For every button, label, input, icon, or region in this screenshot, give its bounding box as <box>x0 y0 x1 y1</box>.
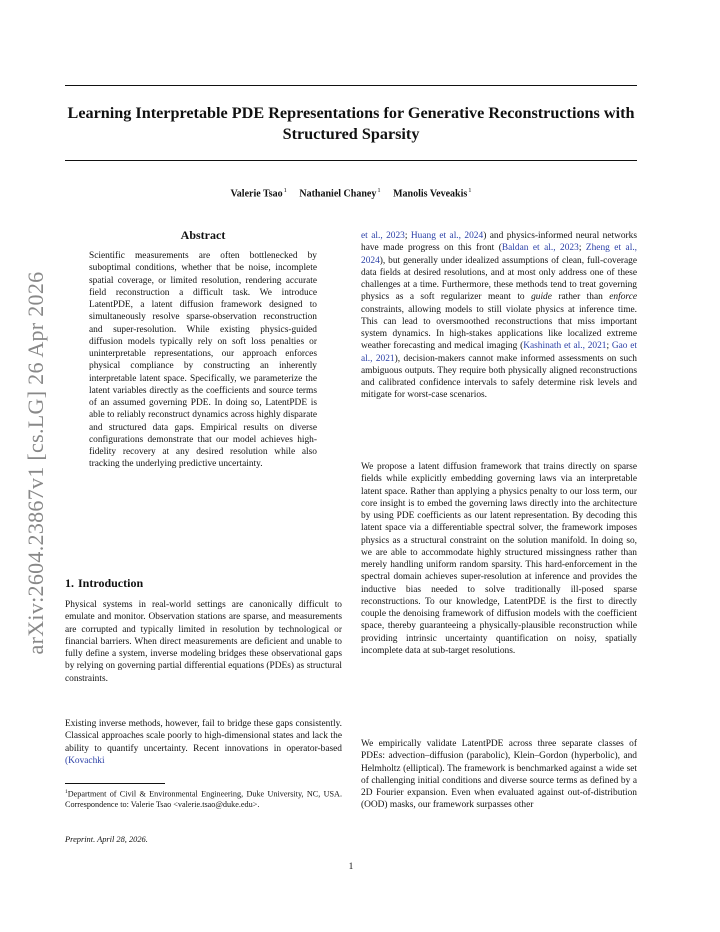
footnote-rule <box>65 783 165 784</box>
affiliation-mark: 1 <box>283 187 287 194</box>
intro-paragraph-4: We propose a latent diffusion framework that trains directly on sparse fields while explicitly embedding governing laws via an interpretable latent space. Rather than applying a physics penalty to our loss term, our core insight is to embed the governing laws directly into the architecture by using PDE coefficients as our latent representation. By decoding this latent space via a differentiable spectral solver, the framework imposes physics as a structural constraint on the solution manifold. In doing so, we are able to accommodate highly structured missingness rather than merely handling uniform random sparsity. This hard-enforcement in the spectral domain achieves super-resolution at inference and provides the inductive bias needed to solve traditionally ill-posed sparse reconstructions. To our knowledge, LatentPDE is the first to directly couple the denoising framework of diffusion models with the coefficient space, thereby guaranteeing a physically-plausible reconstruction while providing intrinsic uncertainty quantification on noisy, spatially incomplete data at sub-target resolutions. <box>361 462 637 656</box>
paragraph-text: ) and physics-informed neural networks have made progress on this front ( <box>361 231 637 254</box>
arxiv-stamp: arXiv:2604.23867v1 [cs.LG] 26 Apr 2026 <box>23 271 48 655</box>
section-title: Introduction <box>78 576 144 590</box>
footnote-mark: 1 <box>65 789 68 795</box>
intro-paragraph-1: Physical systems in real-world settings are canonically difficult to emulate and monitor. Observation stations are sparse, and measurements are corrupted and typically limited in resolution by technological or financial barriers. When direct measurements are deficient and unable to fully define a system, inverse modeling bridges these observational gaps by relying on governing partial differential equations (PDEs) as structural constraints. <box>65 600 342 684</box>
abstract-text: Scientific measurements are often bottlenecked by suboptimal conditions, whether that be noise, incomplete spatial coverage, or limited resolution, rendering accurate field reconstruction a difficult task. We introduce LatentPDE, a latent diffusion framework designed to simultaneously resolve sparse-observation reconstruction and super-resolution. While existing physics-guided diffusion models typically rely on soft loss penalties or uninterpretable representations, our approach enforces physical compliance by constructing an inherently interpretable latent space. Specifically, we parameterize the latent variables directly as the coefficients and source terms of an assumed governing PDE. In doing so, LatentPDE is able to reliably reconstruct dynamics across highly disparate and structured data gaps. Empirical results on diverse configurations demonstrate that our model achieves high-fidelity recovery at any desired resolution while also tracking the underlying predictive uncertainty. <box>89 251 317 470</box>
abstract-heading: Abstract <box>180 228 226 242</box>
author-name: Nathaniel Chaney <box>299 188 377 200</box>
author-list <box>65 187 637 199</box>
paragraph-text: ; <box>404 231 411 241</box>
citation-link[interactable]: Huang et al., 2024 <box>410 231 484 241</box>
paragraph-text: ), decision-makers cannot make informed assessments on such ambiguous outputs. They require both physically aligned reconstructions and calibrated confidence intervals to safely determine risk levels and mitigate for worst-case scenarios. <box>361 353 637 401</box>
intro-paragraph-5: We empirically validate LatentPDE across three separate classes of PDEs: advection–diffusion (parabolic), Klein–Gordon (hyperbolic), and Helmholtz (elliptical). The framework is benchmarked against a wide set of challenging initial conditions and diverse source terms as defined by a 2D Fourier expansion. Even when evaluated against out-of-distribution (OOD) masks, our framework surpasses other <box>361 739 637 811</box>
title-top-rule <box>65 85 637 86</box>
citation-link[interactable]: et al., 2023 <box>361 231 405 241</box>
paragraph-text: ; <box>578 243 586 254</box>
paragraph-text: ), but generally under idealized assumptions of clean, full-coverage data fields at desired resolutions, and at most only address one of these challenges at a time. Furthermore, these methods tend to treat governing physics as a soft regularizer meant to <box>361 255 637 303</box>
citation-link[interactable]: Zheng et al., 2024 <box>361 243 638 266</box>
author-name: Manolis Veveakis <box>393 188 468 200</box>
title-bottom-rule <box>65 160 637 161</box>
footnote-text: Department of Civil & Environmental Engineering, Duke University, NC, USA. Correspondence to: Valerie Tsao <valerie.tsao@duke.edu>. <box>65 789 342 810</box>
paragraph-text: ; <box>606 341 612 352</box>
intro-paragraph-2 <box>65 718 342 767</box>
preprint-date: Preprint. April 28, 2026. <box>65 835 148 844</box>
paragraph-text: constraints, allowing models to still violate physics at inference time. This can lead to oversmoothed reconstructions that miss important system dynamics. In high-stakes applications like localized extreme weather forecasting and medical imaging ( <box>361 304 637 352</box>
paragraph-text: Existing inverse methods, however, fail to bridge these gaps consistently. Classical approaches scale poorly to high-dimensional states and lack the ability to quantify uncertainty. Recent innovations in operator-based <box>65 719 342 754</box>
citation-link[interactable]: Baldan et al., 2023 <box>501 243 579 254</box>
paragraph-text: rather than <box>551 292 610 303</box>
author-name: Valerie Tsao <box>230 188 283 200</box>
affiliation-footnote <box>65 787 342 811</box>
citation-link[interactable]: Gao et al., 2021 <box>361 341 638 364</box>
paper-title: Learning Interpretable PDE Representations for Generative Reconstructions with Structured Sparsity <box>67 104 635 143</box>
page-number: 1 <box>348 862 354 872</box>
affiliation-mark: 1 <box>377 187 381 194</box>
emphasized-text: enforce <box>609 292 638 303</box>
section-number: 1. <box>65 576 74 590</box>
citation-link[interactable]: (Kovachki <box>65 755 105 766</box>
intro-paragraph-3 <box>361 230 637 402</box>
citation-link[interactable]: Kashinath et al., 2021 <box>523 341 607 352</box>
emphasized-text: guide <box>531 292 552 303</box>
section-heading-introduction <box>65 576 143 591</box>
affiliation-mark: 1 <box>468 187 472 194</box>
